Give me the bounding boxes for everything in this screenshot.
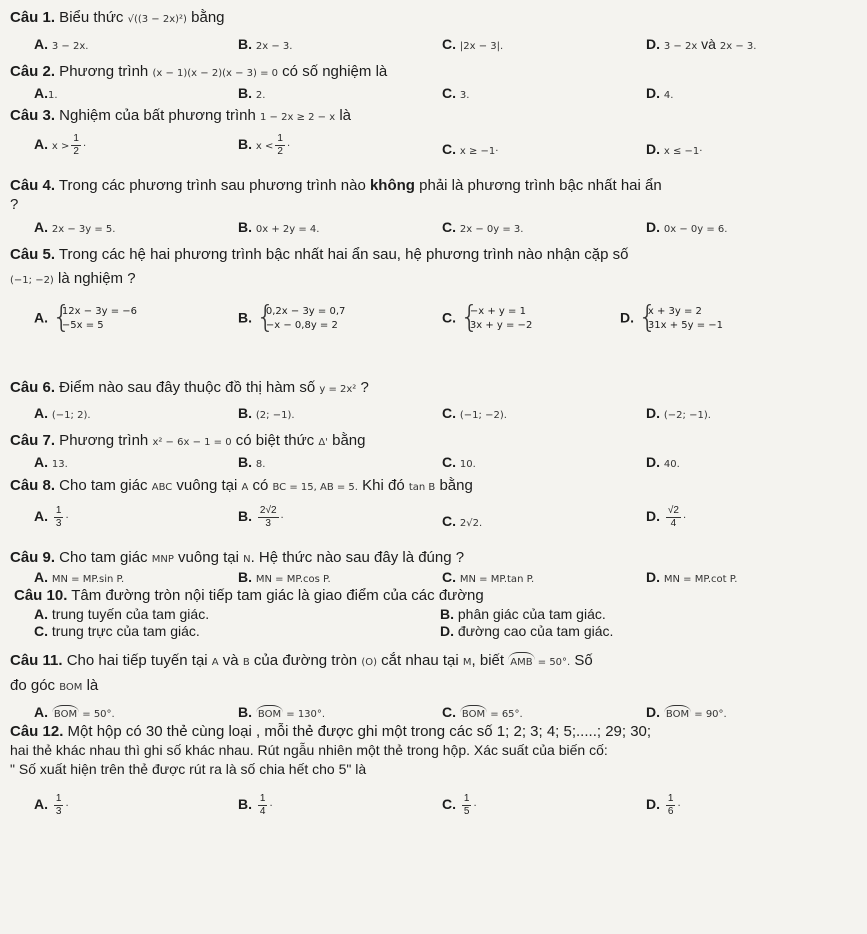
fraction bbox=[71, 133, 81, 158]
option-value: 2√2. bbox=[459, 518, 483, 529]
question-5-line2 bbox=[10, 269, 136, 290]
option-d[interactable] bbox=[646, 140, 702, 161]
option-a[interactable] bbox=[34, 793, 69, 818]
option-d[interactable] bbox=[646, 793, 681, 818]
option-b[interactable] bbox=[238, 84, 265, 105]
option-d[interactable] bbox=[646, 505, 686, 530]
option-tail: · bbox=[65, 513, 69, 525]
option-tail: · bbox=[286, 141, 291, 153]
option-label: D. bbox=[646, 569, 660, 585]
option-c[interactable] bbox=[442, 300, 533, 335]
option-value: 2x − 0y = 3. bbox=[459, 224, 524, 235]
equation-system bbox=[51, 300, 138, 335]
option-value: x > bbox=[51, 141, 70, 153]
question-text: " Số xuất hiện trên thẻ được rút ra là số chia hết cho 5" là bbox=[10, 761, 367, 777]
math-expression: (O) bbox=[361, 657, 377, 668]
option-label: B. bbox=[238, 454, 252, 470]
option-tail: · bbox=[677, 801, 681, 813]
option-b[interactable] bbox=[238, 505, 284, 530]
option-tail: · bbox=[280, 513, 284, 525]
brace-icon: { bbox=[637, 300, 657, 335]
fraction bbox=[258, 793, 268, 818]
denominator: 5 bbox=[463, 806, 470, 817]
question-number: Câu 3. bbox=[10, 107, 56, 124]
question-4 bbox=[10, 176, 662, 195]
question-text: Điểm nào sau đây thuộc đồ thị hàm số bbox=[55, 379, 320, 396]
option-a[interactable] bbox=[34, 505, 69, 530]
option-d[interactable] bbox=[646, 703, 727, 724]
option-label: B. bbox=[238, 796, 252, 813]
option-a[interactable] bbox=[34, 218, 115, 239]
option-label: C. bbox=[442, 36, 456, 52]
question-text: là bbox=[82, 677, 99, 694]
question-number: Câu 11. bbox=[10, 652, 63, 669]
option-value: trung tuyến của tam giác. bbox=[51, 606, 210, 622]
option-b[interactable] bbox=[238, 793, 273, 818]
angle-expression: BOM bbox=[52, 705, 79, 724]
option-value: = 130°. bbox=[283, 709, 326, 720]
option-value: x < bbox=[255, 141, 274, 153]
math-expression: = 50°. bbox=[534, 657, 571, 668]
option-d[interactable] bbox=[646, 568, 737, 589]
option-c[interactable] bbox=[34, 622, 200, 640]
option-label: A. bbox=[34, 606, 48, 622]
option-label: D. bbox=[646, 508, 660, 525]
question-8 bbox=[10, 476, 473, 497]
option-a[interactable] bbox=[34, 35, 88, 56]
equation: x + 3y = 2 bbox=[647, 306, 702, 317]
question-text: Cho hai tiếp tuyến tại bbox=[62, 652, 212, 669]
option-a[interactable] bbox=[34, 404, 91, 425]
question-9 bbox=[10, 548, 464, 569]
question-10 bbox=[14, 586, 484, 605]
option-label: C. bbox=[442, 219, 456, 235]
option-b[interactable] bbox=[238, 35, 292, 56]
option-d[interactable] bbox=[646, 35, 756, 56]
option-label: B. bbox=[440, 606, 454, 622]
question-text: là bbox=[335, 107, 351, 124]
numerator: 2√2 bbox=[259, 505, 277, 516]
question-text: Phương trình bbox=[55, 63, 153, 80]
option-tail: · bbox=[269, 801, 273, 813]
option-value: phân giác của tam giác. bbox=[457, 606, 606, 622]
option-d[interactable] bbox=[440, 622, 613, 640]
question-6 bbox=[10, 378, 369, 399]
question-text: Phương trình bbox=[55, 432, 153, 449]
option-value: = 65°. bbox=[487, 709, 523, 720]
option-value: 8. bbox=[255, 459, 266, 470]
denominator: 3 bbox=[55, 518, 62, 529]
option-value: (2; −1). bbox=[255, 410, 295, 421]
math-expression: MNP bbox=[151, 554, 174, 565]
option-label: B. bbox=[238, 219, 252, 235]
option-label: D. bbox=[620, 309, 634, 326]
question-1 bbox=[10, 8, 225, 29]
question-text: Cho tam giác bbox=[55, 549, 152, 566]
option-b[interactable] bbox=[440, 605, 606, 623]
option-value: 2. bbox=[255, 90, 266, 101]
brace-icon: { bbox=[51, 300, 71, 335]
option-b[interactable] bbox=[238, 703, 325, 724]
math-expression: M bbox=[462, 657, 472, 668]
option-a[interactable] bbox=[34, 605, 209, 623]
option-value: MN = MP.sin P. bbox=[51, 574, 125, 585]
brace-icon: { bbox=[459, 300, 479, 335]
option-value: trung trực của tam giác. bbox=[51, 623, 200, 639]
question-text: hai thẻ khác nhau thì ghi số khác nhau. Rút ngẫu nhiên một thẻ trong hộp. Xác suất của biến cố: bbox=[10, 742, 608, 758]
option-b[interactable] bbox=[238, 453, 265, 474]
option-label: D. bbox=[646, 85, 660, 101]
math-expression: A bbox=[211, 657, 219, 668]
denominator: 6 bbox=[667, 806, 674, 817]
option-c[interactable] bbox=[442, 35, 503, 56]
question-number: Câu 10. bbox=[14, 587, 68, 604]
math-expression: y = 2x² bbox=[319, 384, 357, 395]
question-text: vuông tại bbox=[172, 477, 242, 494]
option-label: C. bbox=[34, 623, 48, 639]
question-text: . Hệ thức nào sau đây là đúng ? bbox=[250, 549, 465, 566]
equation: −x + y = 1 bbox=[469, 306, 526, 317]
option-value: |2x − 3|. bbox=[459, 41, 504, 52]
option-label: B. bbox=[238, 136, 252, 153]
option-value: 3 − 2x bbox=[663, 41, 698, 52]
question-number: Câu 5. bbox=[10, 246, 56, 263]
option-label: A. bbox=[34, 309, 48, 326]
denominator: 3 bbox=[265, 518, 271, 529]
question-text: Tâm đường tròn nội tiếp tam giác là giao điểm của các đường bbox=[67, 587, 484, 604]
angle-expression: BOM bbox=[664, 705, 691, 724]
fraction bbox=[275, 133, 285, 158]
math-expression: N bbox=[243, 554, 251, 565]
equation: 12x − 3y = −6 bbox=[61, 306, 138, 317]
math-expression: x² − 6x − 1 = 0 bbox=[152, 437, 232, 448]
option-label: B. bbox=[238, 36, 252, 52]
option-a[interactable] bbox=[34, 300, 138, 335]
question-4-line2 bbox=[10, 195, 18, 214]
option-a[interactable] bbox=[34, 453, 68, 474]
numerator: 1 bbox=[55, 793, 62, 804]
question-text: phải là phương trình bậc nhất hai ẩn bbox=[414, 177, 662, 194]
option-label: C. bbox=[442, 513, 456, 529]
question-emphasis: không bbox=[369, 177, 415, 194]
option-value: 2x − 3. bbox=[719, 41, 757, 52]
fraction bbox=[666, 793, 676, 818]
option-c[interactable] bbox=[442, 404, 507, 425]
math-expression: BOM bbox=[59, 682, 83, 693]
option-c[interactable] bbox=[442, 793, 477, 818]
question-text: và bbox=[218, 652, 243, 669]
option-d[interactable] bbox=[646, 453, 680, 474]
option-label: C. bbox=[442, 796, 456, 813]
option-a[interactable] bbox=[34, 84, 58, 105]
question-5 bbox=[10, 245, 629, 264]
denominator: 4 bbox=[670, 518, 677, 529]
question-text: có số nghiệm là bbox=[278, 63, 388, 80]
option-label: B. bbox=[238, 569, 252, 585]
option-value: đường cao của tam giác. bbox=[457, 623, 614, 639]
fraction bbox=[462, 793, 472, 818]
option-c[interactable] bbox=[442, 84, 469, 105]
question-text: đo góc bbox=[10, 677, 60, 694]
option-label: A. bbox=[34, 704, 48, 720]
option-value: 4. bbox=[663, 90, 674, 101]
question-text: Biểu thức bbox=[55, 9, 128, 26]
question-number: Câu 4. bbox=[10, 177, 56, 194]
equation-system bbox=[255, 300, 346, 335]
angle-expression: BOM bbox=[460, 705, 487, 724]
option-value: 3. bbox=[459, 90, 470, 101]
numerator: 1 bbox=[463, 793, 470, 804]
option-label: C. bbox=[442, 141, 456, 157]
option-label: D. bbox=[646, 141, 660, 157]
option-value: (−1; −2). bbox=[459, 410, 507, 421]
question-11 bbox=[10, 651, 593, 672]
option-a[interactable] bbox=[34, 703, 115, 724]
option-label: C. bbox=[442, 85, 456, 101]
fraction bbox=[666, 505, 681, 530]
math-expression: Δ' bbox=[318, 437, 328, 448]
question-12-line2 bbox=[10, 741, 860, 759]
option-label: D. bbox=[646, 36, 660, 52]
question-text: là nghiệm ? bbox=[53, 270, 136, 287]
option-value: 0x − 0y = 6. bbox=[663, 224, 728, 235]
math-expression: BC = 15, AB = 5. bbox=[272, 482, 358, 493]
option-label: D. bbox=[646, 405, 660, 421]
numerator: 1 bbox=[667, 793, 674, 804]
option-label: C. bbox=[442, 405, 456, 421]
equation: 0,2x − 3y = 0,7 bbox=[265, 306, 346, 317]
angle-expression: BOM bbox=[256, 705, 283, 724]
option-value: x ≤ −1· bbox=[663, 146, 703, 157]
question-number: Câu 12. bbox=[10, 723, 64, 740]
equation: −x − 0,8y = 2 bbox=[265, 320, 338, 331]
option-label: B. bbox=[238, 85, 252, 101]
question-text: bằng bbox=[327, 432, 366, 449]
question-12-line3 bbox=[10, 760, 860, 778]
option-label: B. bbox=[238, 405, 252, 421]
option-a[interactable] bbox=[34, 133, 86, 158]
math-expression: √((3 − 2x)²) bbox=[127, 14, 187, 25]
option-label: A. bbox=[34, 85, 48, 101]
option-value: (−1; 2). bbox=[51, 410, 91, 421]
option-d[interactable] bbox=[620, 300, 724, 335]
question-text: Nghiệm của bất phương trình bbox=[55, 107, 261, 124]
option-d[interactable] bbox=[646, 218, 727, 239]
question-text: bằng bbox=[186, 9, 225, 26]
option-label: A. bbox=[34, 569, 48, 585]
option-value: 2x − 3. bbox=[255, 41, 293, 52]
option-c[interactable] bbox=[442, 140, 498, 161]
option-label: A. bbox=[34, 405, 48, 421]
question-text: của đường tròn bbox=[249, 652, 362, 669]
option-label: D. bbox=[646, 219, 660, 235]
question-number: Câu 8. bbox=[10, 477, 56, 494]
question-number: Câu 6. bbox=[10, 379, 56, 396]
option-b[interactable] bbox=[238, 133, 290, 158]
question-number: Câu 7. bbox=[10, 432, 56, 449]
question-text: bằng bbox=[435, 477, 473, 494]
numerator: 1 bbox=[55, 505, 62, 516]
question-number: Câu 2. bbox=[10, 63, 56, 80]
option-label: B. bbox=[238, 704, 252, 720]
equation: −5x = 5 bbox=[61, 320, 104, 331]
question-text: ? bbox=[10, 196, 19, 213]
question-3 bbox=[10, 106, 351, 127]
question-text: Khi đó bbox=[357, 477, 409, 494]
numerator: √2 bbox=[667, 505, 679, 516]
question-number: Câu 1. bbox=[10, 9, 56, 26]
option-label: A. bbox=[34, 508, 48, 525]
option-b[interactable] bbox=[238, 404, 295, 425]
question-text: Trong các phương trình sau phương trình nào bbox=[55, 177, 370, 194]
fraction bbox=[54, 505, 64, 530]
option-value: 2x − 3y = 5. bbox=[51, 224, 116, 235]
numerator: 1 bbox=[277, 133, 283, 144]
option-label: C. bbox=[442, 309, 456, 326]
equation: 31x + 5y = −1 bbox=[647, 320, 724, 331]
equation-system bbox=[637, 300, 724, 335]
question-text: ? bbox=[356, 379, 369, 396]
option-value: 3 − 2x. bbox=[51, 41, 89, 52]
option-label: A. bbox=[34, 796, 48, 813]
equation-system bbox=[459, 300, 533, 335]
option-c[interactable] bbox=[442, 512, 482, 533]
math-expression: B bbox=[242, 657, 250, 668]
option-value: 13. bbox=[51, 459, 68, 470]
option-c[interactable] bbox=[442, 218, 523, 239]
option-text: và bbox=[697, 36, 720, 52]
option-value: 0x + 2y = 4. bbox=[255, 224, 320, 235]
math-expression: A bbox=[241, 482, 249, 493]
option-value: = 50°. bbox=[79, 709, 115, 720]
option-label: A. bbox=[34, 136, 48, 153]
option-value: 10. bbox=[459, 459, 476, 470]
option-value: (−2; −1). bbox=[663, 410, 711, 421]
question-text: có biệt thức bbox=[231, 432, 319, 449]
option-tail: · bbox=[65, 801, 69, 813]
numerator: 1 bbox=[73, 133, 79, 144]
denominator: 3 bbox=[55, 806, 62, 817]
option-tail: · bbox=[473, 801, 477, 813]
option-label: C. bbox=[442, 454, 456, 470]
option-value: MN = MP.cos P. bbox=[255, 574, 331, 585]
option-label: B. bbox=[238, 508, 252, 525]
question-12 bbox=[10, 722, 651, 741]
question-text: cắt nhau tại bbox=[377, 652, 463, 669]
option-value: 1. bbox=[48, 90, 58, 101]
question-7 bbox=[10, 431, 365, 452]
option-label: B. bbox=[238, 309, 252, 326]
option-value: = 90°. bbox=[691, 709, 727, 720]
math-expression: (−1; −2) bbox=[10, 275, 54, 286]
option-tail: · bbox=[82, 141, 87, 153]
option-label: D. bbox=[646, 704, 660, 720]
denominator: 4 bbox=[259, 806, 266, 817]
question-11-line2 bbox=[10, 676, 98, 697]
question-text: Một hộp có 30 thẻ cùng loại , mỗi thẻ được ghi một trong các số 1; 2; 3; 4; 5;.....; 29; 30; bbox=[63, 723, 652, 740]
question-text: , biết bbox=[471, 652, 509, 669]
question-text: Cho tam giác bbox=[55, 477, 152, 494]
question-text: Trong các hệ hai phương trình bậc nhất hai ẩn sau, hệ phương trình nào nhận cặp số bbox=[55, 246, 629, 263]
option-label: D. bbox=[646, 796, 660, 813]
option-label: A. bbox=[34, 36, 48, 52]
question-text: Số bbox=[570, 652, 593, 669]
question-text: vuông tại bbox=[173, 549, 244, 566]
math-expression: ABC bbox=[151, 482, 173, 493]
equation: 3x + y = −2 bbox=[469, 320, 533, 331]
denominator: 2 bbox=[73, 146, 79, 157]
option-label: A. bbox=[34, 219, 48, 235]
numerator: 1 bbox=[259, 793, 266, 804]
option-c[interactable] bbox=[442, 453, 476, 474]
math-expression: 1 − 2x ≥ 2 − x bbox=[260, 112, 336, 123]
option-c[interactable] bbox=[442, 703, 523, 724]
fraction bbox=[54, 793, 64, 818]
option-label: A. bbox=[34, 454, 48, 470]
option-value: MN = MP.tan P. bbox=[459, 574, 535, 585]
math-expression: (x − 1)(x − 2)(x − 3) = 0 bbox=[152, 68, 279, 79]
option-tail: · bbox=[682, 513, 687, 525]
option-label: D. bbox=[440, 623, 454, 639]
question-number: Câu 9. bbox=[10, 549, 56, 566]
option-d[interactable] bbox=[646, 404, 711, 425]
question-2 bbox=[10, 62, 387, 83]
angle-expression: AMB bbox=[508, 652, 534, 672]
denominator: 2 bbox=[277, 146, 283, 157]
option-label: D. bbox=[646, 454, 660, 470]
brace-icon: { bbox=[255, 300, 275, 335]
option-value: MN = MP.cot P. bbox=[663, 574, 738, 585]
option-b[interactable] bbox=[238, 300, 346, 335]
math-expression: tan B bbox=[408, 482, 436, 493]
question-text: có bbox=[248, 477, 273, 494]
option-label: C. bbox=[442, 704, 456, 720]
option-d[interactable] bbox=[646, 84, 673, 105]
fraction bbox=[258, 505, 279, 530]
option-value: x ≥ −1· bbox=[459, 146, 499, 157]
option-b[interactable] bbox=[238, 218, 319, 239]
option-label: C. bbox=[442, 569, 456, 585]
option-value: 40. bbox=[663, 459, 680, 470]
